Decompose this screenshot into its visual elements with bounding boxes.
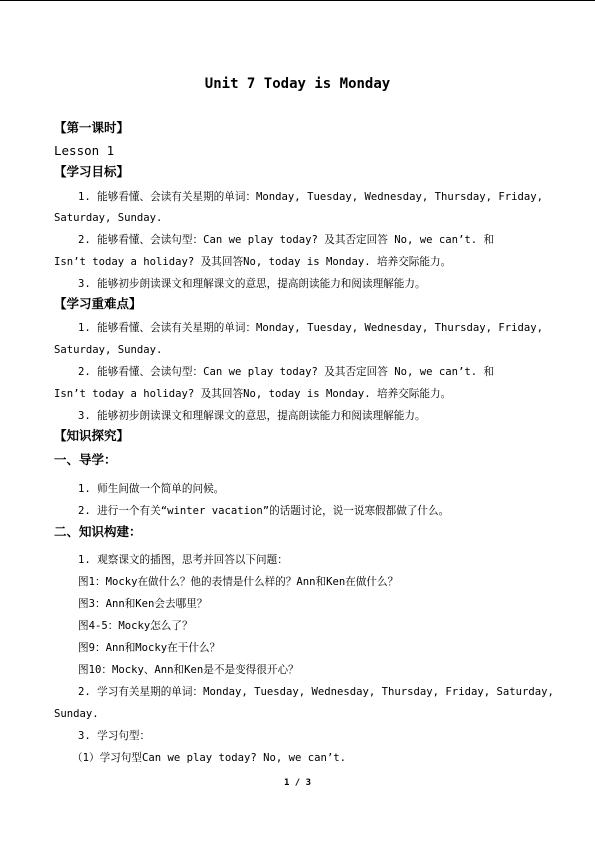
lesson-label: Lesson 1 bbox=[54, 143, 115, 158]
build-heading: 二、知识构建： bbox=[54, 524, 142, 539]
keypoint-line: 1. 能够看懂、会读有关星期的单词：Monday, Tuesday, Wednesday, Thursday, Friday, bbox=[78, 322, 544, 334]
guide-line: 2. 进行一个有关“winter vacation”的话题讨论，说一说寒假都做了什么。 bbox=[78, 505, 450, 517]
document-title: Unit 7 Today is Monday bbox=[204, 76, 391, 92]
objective-line: 2. 能够看懂、会读句型：Can we play today? 及其否定回答 No, we can’t. 和 bbox=[78, 234, 495, 246]
objective-line: 1. 能够看懂、会读有关星期的单词：Monday, Tuesday, Wednesday, Thursday, Friday, bbox=[78, 191, 544, 203]
keypoint-line: 3. 能够初步朗读课文和理解课文的意思，提高朗读能力和阅读理解能力。 bbox=[78, 410, 426, 422]
objectives-heading: 【学习目标】 bbox=[54, 164, 130, 179]
section-first-period: 【第一课时】 bbox=[54, 120, 130, 135]
explore-heading: 【知识探究】 bbox=[54, 428, 130, 443]
keypoint-line: 2. 能够看懂、会读句型：Can we play today? 及其否定回答 No, we can’t. 和 bbox=[78, 366, 495, 378]
build-line: （1）学习句型Can we play today? No, we can’t. bbox=[72, 752, 347, 764]
keypoints-heading: 【学习重难点】 bbox=[54, 296, 142, 311]
keypoint-line: Isn’t today a holiday? 及其回答No, today is Monday. 培养交际能力。 bbox=[54, 388, 452, 400]
guide-line: 1. 师生间做一个简单的问候。 bbox=[78, 483, 225, 495]
top-rule bbox=[0, 0, 595, 1]
guide-heading: 一、导学： bbox=[54, 452, 117, 467]
keypoint-line: Saturday, Sunday. bbox=[54, 344, 163, 356]
build-line: 2. 学习有关星期的单词：Monday, Tuesday, Wednesday, Thursday, Friday, Saturday, bbox=[78, 686, 554, 698]
build-line: 3. 学习句型： bbox=[78, 730, 151, 742]
objective-line: Isn’t today a holiday? 及其回答No, today is Monday. 培养交际能力。 bbox=[54, 256, 452, 268]
objective-line: 3. 能够初步朗读课文和理解课文的意思，提高朗读能力和阅读理解能力。 bbox=[78, 278, 426, 290]
build-line: 图1：Mocky在做什么？他的表情是什么样的？Ann和Ken在做什么？ bbox=[78, 576, 399, 588]
build-line: 1. 观察课文的插图，思考并回答以下问题： bbox=[78, 554, 288, 566]
build-line: 图9：Ann和Mocky在干什么？ bbox=[78, 642, 221, 654]
build-line: 图3：Ann和Ken会去哪里？ bbox=[78, 598, 208, 610]
objective-line: Saturday, Sunday. bbox=[54, 212, 163, 224]
build-line: 图10：Mocky、Ann和Ken是不是变得很开心？ bbox=[78, 664, 299, 676]
build-line: Sunday. bbox=[54, 708, 99, 720]
build-line: 图4-5：Mocky怎么了？ bbox=[78, 620, 193, 632]
page-number: 1 / 3 bbox=[283, 778, 312, 788]
